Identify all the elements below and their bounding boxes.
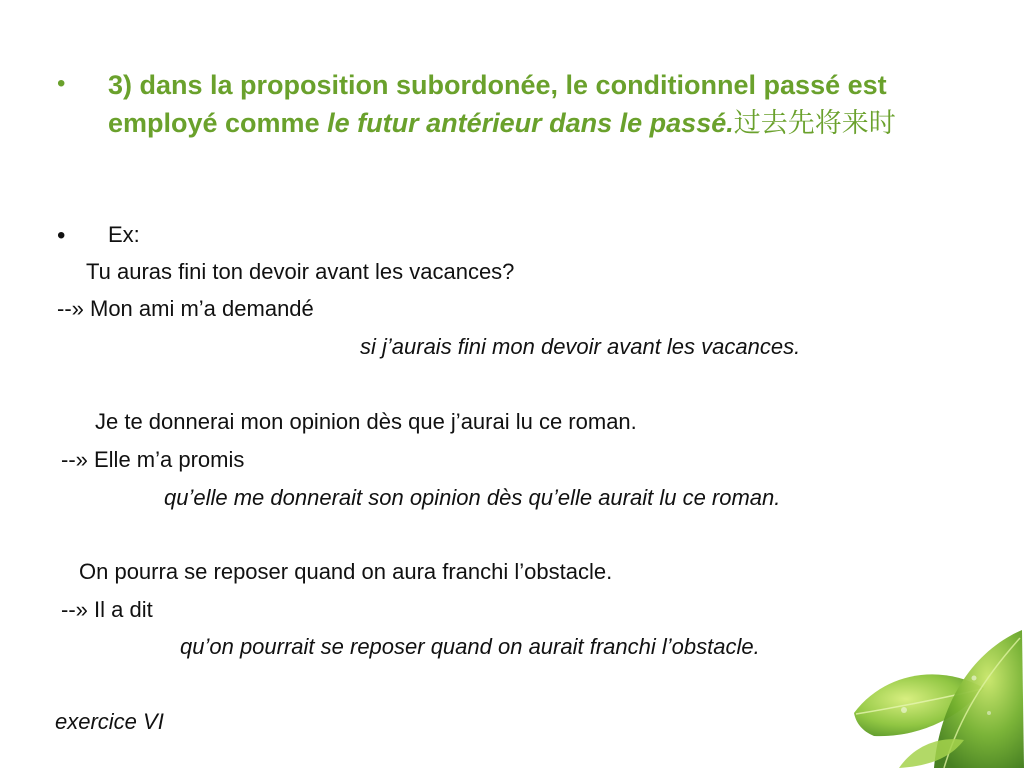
heading-bullet: • bbox=[57, 70, 66, 97]
heading-normal-text: 3) dans la proposition subordonée, le conditionnel passé est employé comme bbox=[108, 70, 887, 138]
example-2-sentence: Je te donnerai mon opinion dès que j’aurai lu ce roman. bbox=[95, 409, 637, 434]
example-bullet: • bbox=[57, 222, 66, 249]
example-2-intro: --» Elle m’a promis bbox=[61, 447, 245, 472]
green-leaf-icon bbox=[844, 618, 1024, 768]
slide-heading bbox=[108, 66, 968, 143]
heading-chinese-text: 过去先将来时 bbox=[733, 108, 896, 139]
example-3-sentence: On pourra se reposer quand on aura franchi l’obstacle. bbox=[79, 559, 613, 584]
exercise-label: exercice VI bbox=[55, 709, 164, 734]
heading-period: . bbox=[726, 108, 734, 138]
example-label: Ex: bbox=[108, 222, 140, 247]
example-3-transformed: qu’on pourrait se reposer quand on aurait franchi l’obstacle. bbox=[180, 634, 760, 659]
heading-italic-text: le futur antérieur dans le passé bbox=[327, 108, 727, 138]
example-2-transformed: qu’elle me donnerait son opinion dès qu’elle aurait lu ce roman. bbox=[164, 485, 781, 510]
example-1-intro: --» Mon ami m’a demandé bbox=[57, 296, 314, 321]
example-1-sentence: Tu auras fini ton devoir avant les vacances? bbox=[86, 259, 515, 284]
example-3-intro: --» Il a dit bbox=[61, 597, 153, 622]
example-1-transformed: si j’aurais fini mon devoir avant les vacances. bbox=[360, 334, 801, 359]
